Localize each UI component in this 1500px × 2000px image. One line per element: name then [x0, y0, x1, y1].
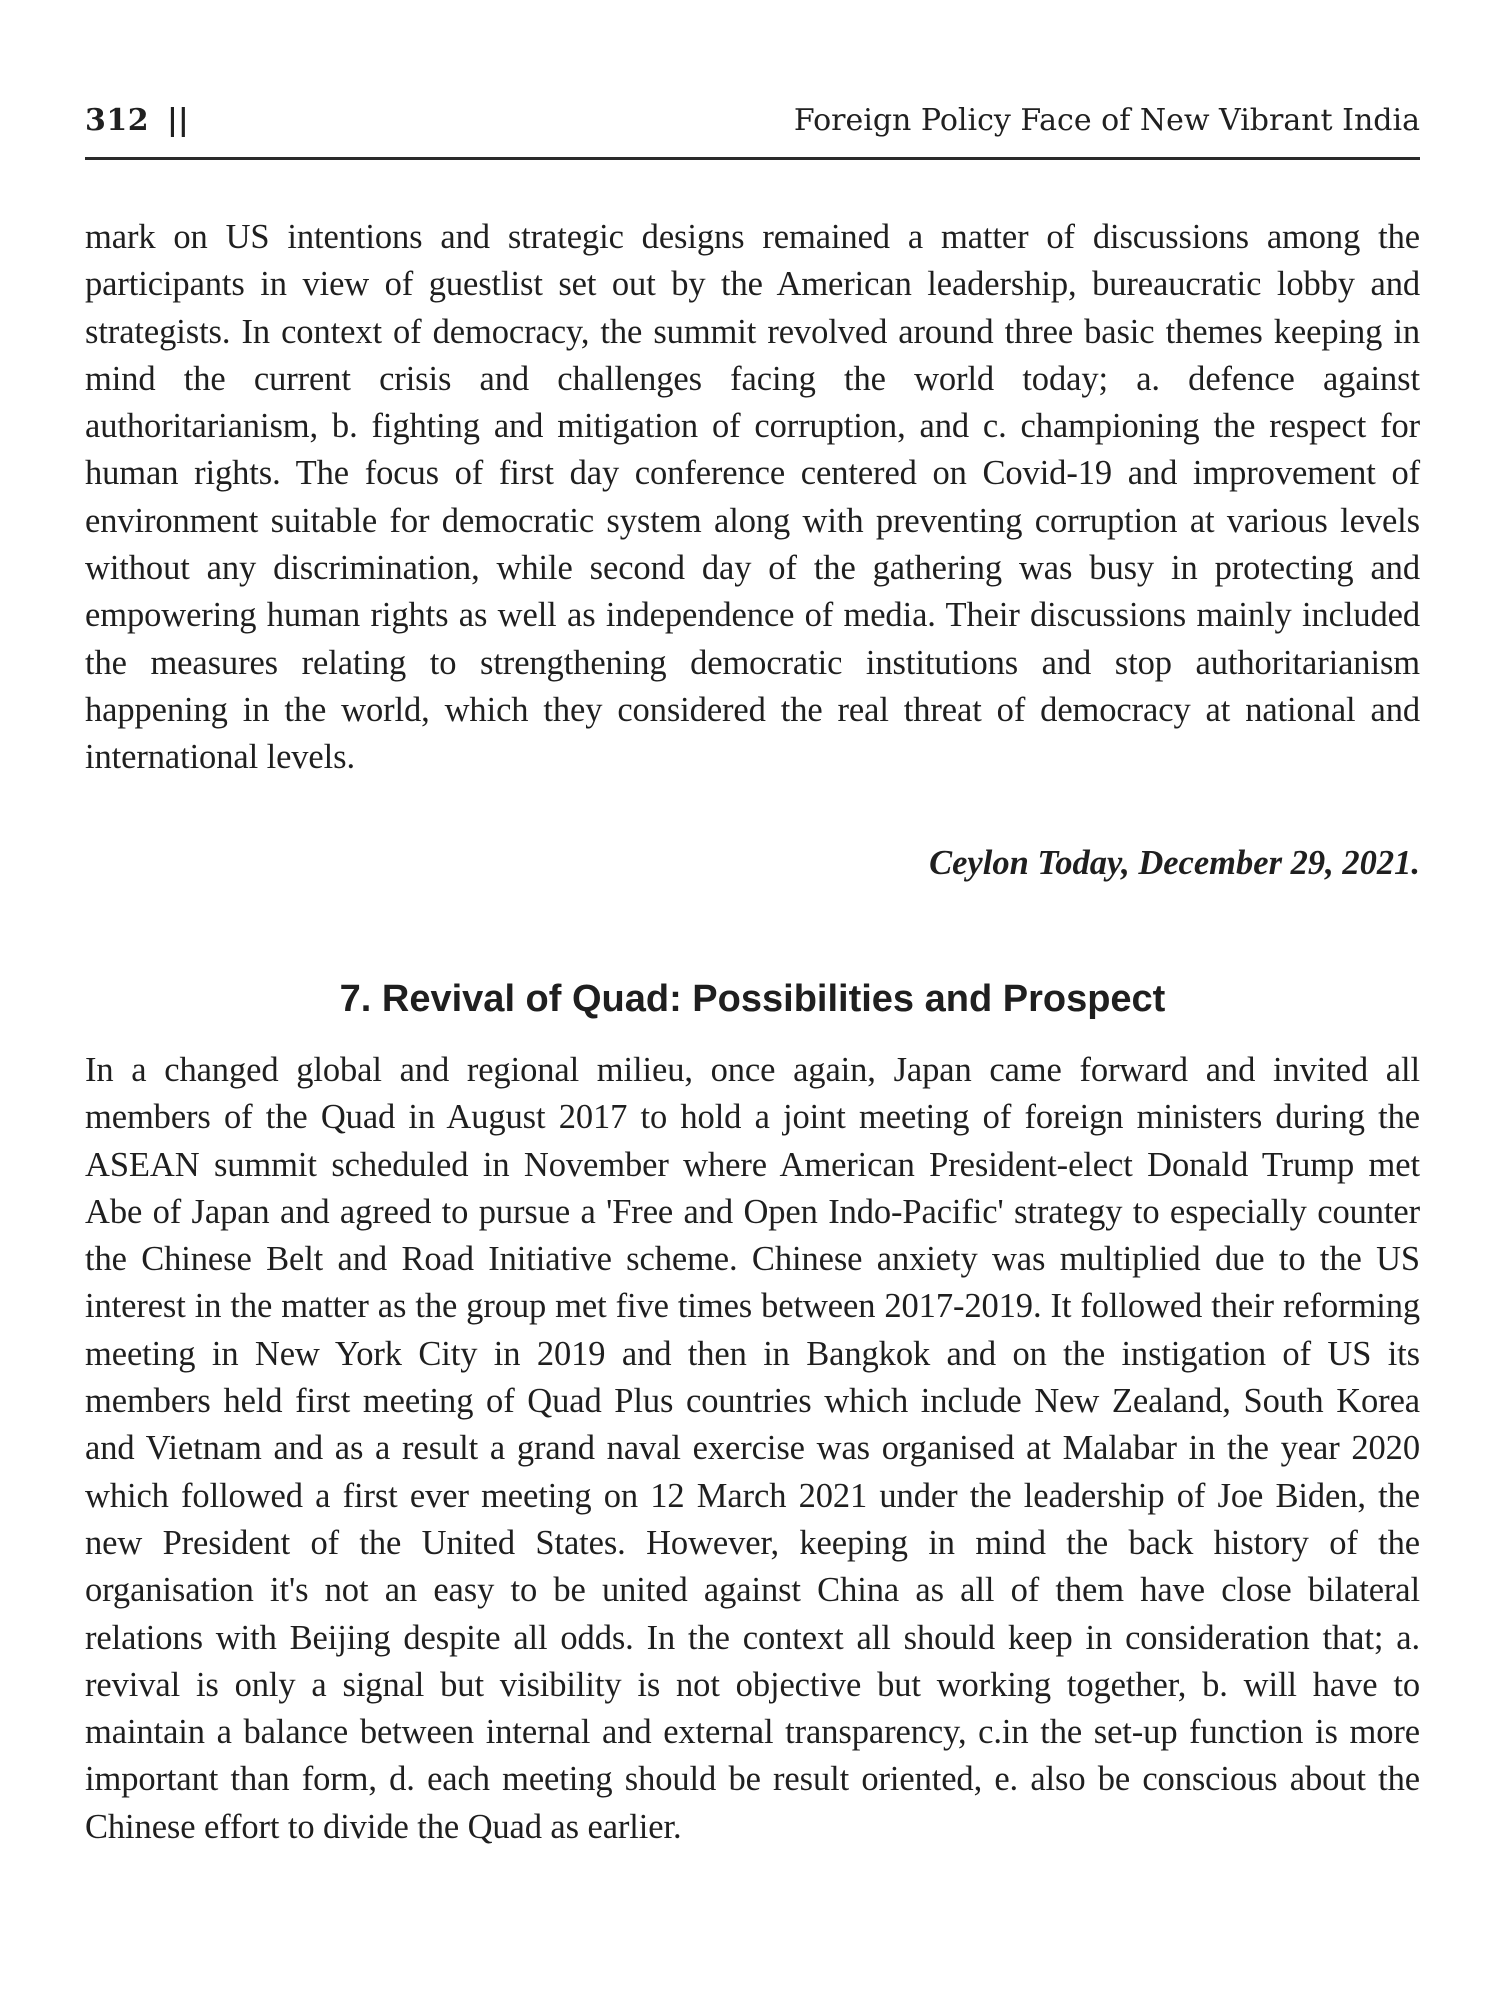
- section-body-paragraph: In a changed global and regional milieu, once again, Japan came forward and invited all members of the Quad in August 2017 to hold a joint meeting of foreign ministers during the ASEAN summit scheduled in November where American President-elect Donald Trump met Abe of Japan and agreed to pursue a 'Free and Open Indo-Pacific' strategy to especially counter the Chinese Belt and Road Initiative scheme. Chinese anxiety was multiplied due to the US interest in the matter as the group met five times between 2017-2019. It followed their reforming meeting in New York City in 2019 and then in Bangkok and on the instigation of US its members held first meeting of Quad Plus countries which include New Zealand, South Korea and Vietnam and as a result a grand naval exercise was organised at Malabar in the year 2020 which followed a first ever meeting on 12 March 2021 under the leadership of Joe Biden, the new President of the United States. However, keeping in mind the back history of the organisation it's not an easy to be united against China as all of them have close bilateral relations with Beijing despite all odds. In the context all should keep in consideration that; a. revival is only a signal but visibility is not objective but working together, b. will have to maintain a balance between internal and external transparency, c.in the set-up function is more important than form, d. each meeting should be result oriented, e. also be conscious about the Chinese effort to divide the Quad as earlier.: [85, 1051, 1420, 1846]
- book-page: [85, 0, 1420, 2000]
- header-rule: [85, 157, 1420, 160]
- running-title: Foreign Policy Face of New Vibrant India: [793, 103, 1420, 138]
- running-header: [85, 103, 1420, 153]
- page-number: 312: [85, 103, 150, 138]
- page-number-separator: ||: [167, 103, 189, 138]
- section-heading: 7. Revival of Quad: Possibilities and Prospect: [339, 978, 1166, 1020]
- article-source-citation: Ceylon Today, December 29, 2021.: [929, 844, 1420, 882]
- article-continuation-paragraph: mark on US intentions and strategic designs remained a matter of discussions among the participants in view of guestlist set out by the American leadership, bureaucratic lobby and strategists. In context of democracy, the summit revolved around three basic themes keeping in mind the current crisis and challenges facing the world today; a. defence against authoritarianism, b. fighting and mitigation of corruption, and c. championing the respect for human rights. The focus of first day conference centered on Covid-19 and improvement of environment suitable for democratic system along with preventing corruption at various levels without any discrimination, while second day of the gathering was busy in protecting and empowering human rights as well as independence of media. Their discussions mainly included the measures relating to strengthening democratic institutions and stop authoritarianism happening in the world, which they considered the real threat of democracy at national and international levels.: [85, 218, 1420, 777]
